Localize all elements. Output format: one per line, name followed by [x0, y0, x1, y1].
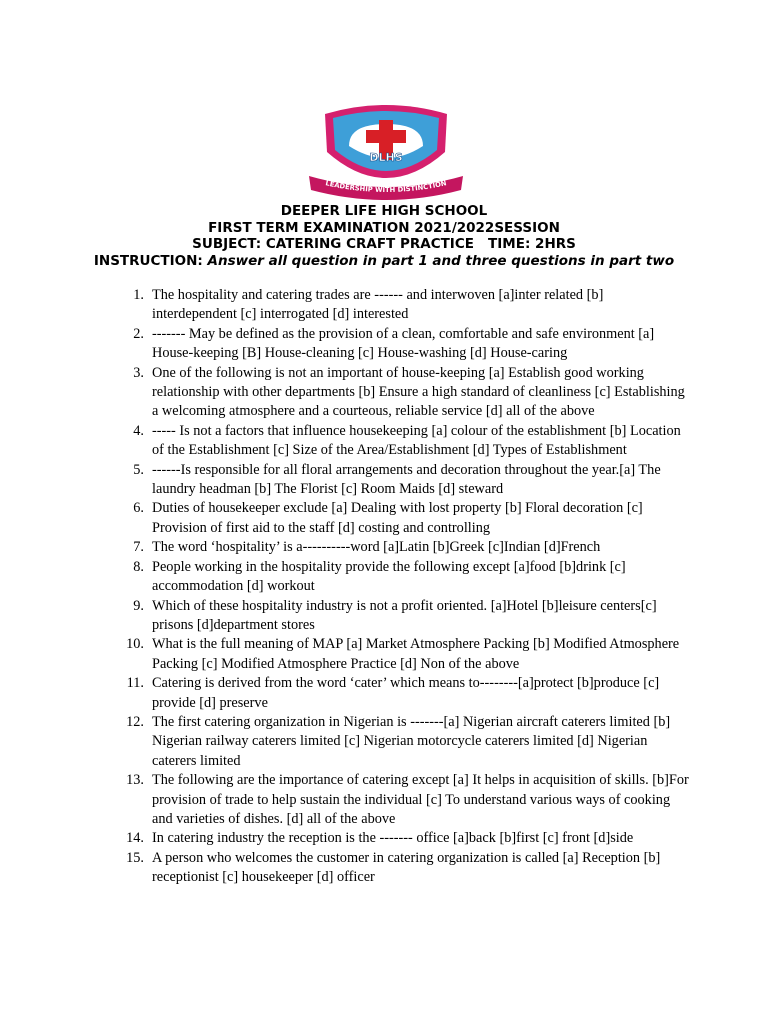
question-item	[100, 674, 690, 713]
subject-line: SUBJECT: CATERING CRAFT PRACTICE TIME: 2HRS	[192, 236, 576, 252]
question-number: 9.	[133, 597, 144, 614]
question-text: The hospitality and catering trades are ------ and interwoven [a]inter related [b] interdependent [c] interrogated [d] interested	[152, 287, 604, 323]
instruction-line	[60, 253, 708, 270]
question-number: 11.	[126, 675, 144, 692]
question-text: The word ‘hospitality’ is a----------word [a]Latin [b]Greek [c]Indian [d]French	[152, 539, 601, 556]
question-number: 13.	[126, 772, 144, 789]
question-item	[100, 422, 690, 461]
question-number: 8.	[133, 558, 144, 575]
question-item	[100, 364, 690, 422]
question-item	[100, 713, 690, 771]
question-text: Which of these hospitality industry is not a profit oriented. [a]Hotel [b]leisure centers[c] prisons [d]department stores	[152, 597, 657, 633]
exam-header	[60, 203, 708, 269]
question-number: 6.	[133, 500, 144, 517]
question-item	[100, 597, 690, 636]
question-number: 5.	[133, 461, 144, 478]
question-list	[100, 286, 690, 888]
question-item	[100, 325, 690, 364]
question-text: ------Is responsible for all floral arrangements and decoration throughout the year.[a] The laundry headman [b] The Florist [c] Room Maids [d] steward	[152, 461, 661, 498]
question-number: 14.	[126, 830, 144, 847]
question-item	[100, 499, 690, 538]
question-text: The following are the importance of catering except [a] It helps in acquisition of skills. [b]For provision of trade to help sustain the individual [c] To understand various ways of cooking and varieties of dishes. [d] all of the above	[152, 772, 689, 827]
question-item	[100, 286, 690, 325]
question-number: 4.	[133, 422, 144, 439]
question-item	[100, 635, 690, 674]
question-item	[100, 849, 690, 888]
question-number: 1.	[133, 287, 144, 303]
logo-motto: LEADERSHIP WITH DISTINCTION	[324, 179, 448, 195]
question-number: 2.	[133, 325, 144, 342]
question-text: Catering is derived from the word ‘cater’ which means to--------[a]protect [b]produce [c] provide [d] preserve	[152, 675, 660, 711]
question-item	[100, 538, 690, 557]
question-item	[100, 771, 690, 829]
question-text: ------- May be defined as the provision of a clean, comfortable and safe environment [a] House-keeping [B] House-cleaning [c] House-washing [d] House-caring	[152, 325, 655, 362]
logo-initials: DLHS	[369, 151, 403, 164]
question-text: ----- Is not a factors that influence housekeeping [a] colour of the establishment [b] Location of the Establishment [c] Size of the Area/Establishment [d] Types of Establishment	[152, 422, 681, 459]
question-text: Duties of housekeeper exclude [a] Dealing with lost property [b] Floral decoration [c] Provision of first aid to the staff [d] costing and controlling	[152, 500, 643, 536]
instruction-label: INSTRUCTION:	[93, 252, 203, 269]
question-number: 12.	[126, 713, 144, 730]
question-item	[100, 829, 690, 848]
question-text: A person who welcomes the customer in catering organization is called [a] Reception [b] receptionist [c] housekeeper [d] officer	[152, 849, 661, 886]
question-number: 7.	[133, 539, 144, 556]
question-text: In catering industry the reception is the ------- office [a]back [b]first [c] front [d]side	[152, 830, 634, 847]
question-text: The first catering organization in Nigerian is -------[a] Nigerian aircraft caterers limited [b] Nigerian railway caterers limited [c] Nigerian motorcycle caterers limited [d] Nigerian caterers limited	[152, 713, 671, 769]
question-number: 15.	[126, 849, 144, 866]
question-item	[100, 461, 690, 500]
question-text: One of the following is not an important of house-keeping [a] Establish good working relationship with other departments [b] Ensure a high standard of cleanliness [c] Establishing a welcoming atmosphere and a courteous, reliable service [d] all of the above	[152, 364, 685, 420]
question-text: What is the full meaning of MAP [a] Market Atmosphere Packing [b] Modified Atmosphere Packing [c] Modified Atmosphere Practice [d] Non of the above	[152, 636, 680, 672]
exam-title: FIRST TERM EXAMINATION 2021/2022SESSION	[208, 219, 560, 236]
question-item	[100, 558, 690, 597]
instruction-text: Answer all question in part 1 and three questions in part two	[207, 252, 675, 269]
school-name: DEEPER LIFE HIGH SCHOOL	[280, 203, 488, 219]
question-text: People working in the hospitality provide the following except [a]food [b]drink [c] accommodation [d] workout	[152, 558, 626, 595]
question-number: 10.	[126, 636, 144, 653]
question-number: 3.	[133, 364, 144, 381]
school-logo	[305, 100, 467, 200]
